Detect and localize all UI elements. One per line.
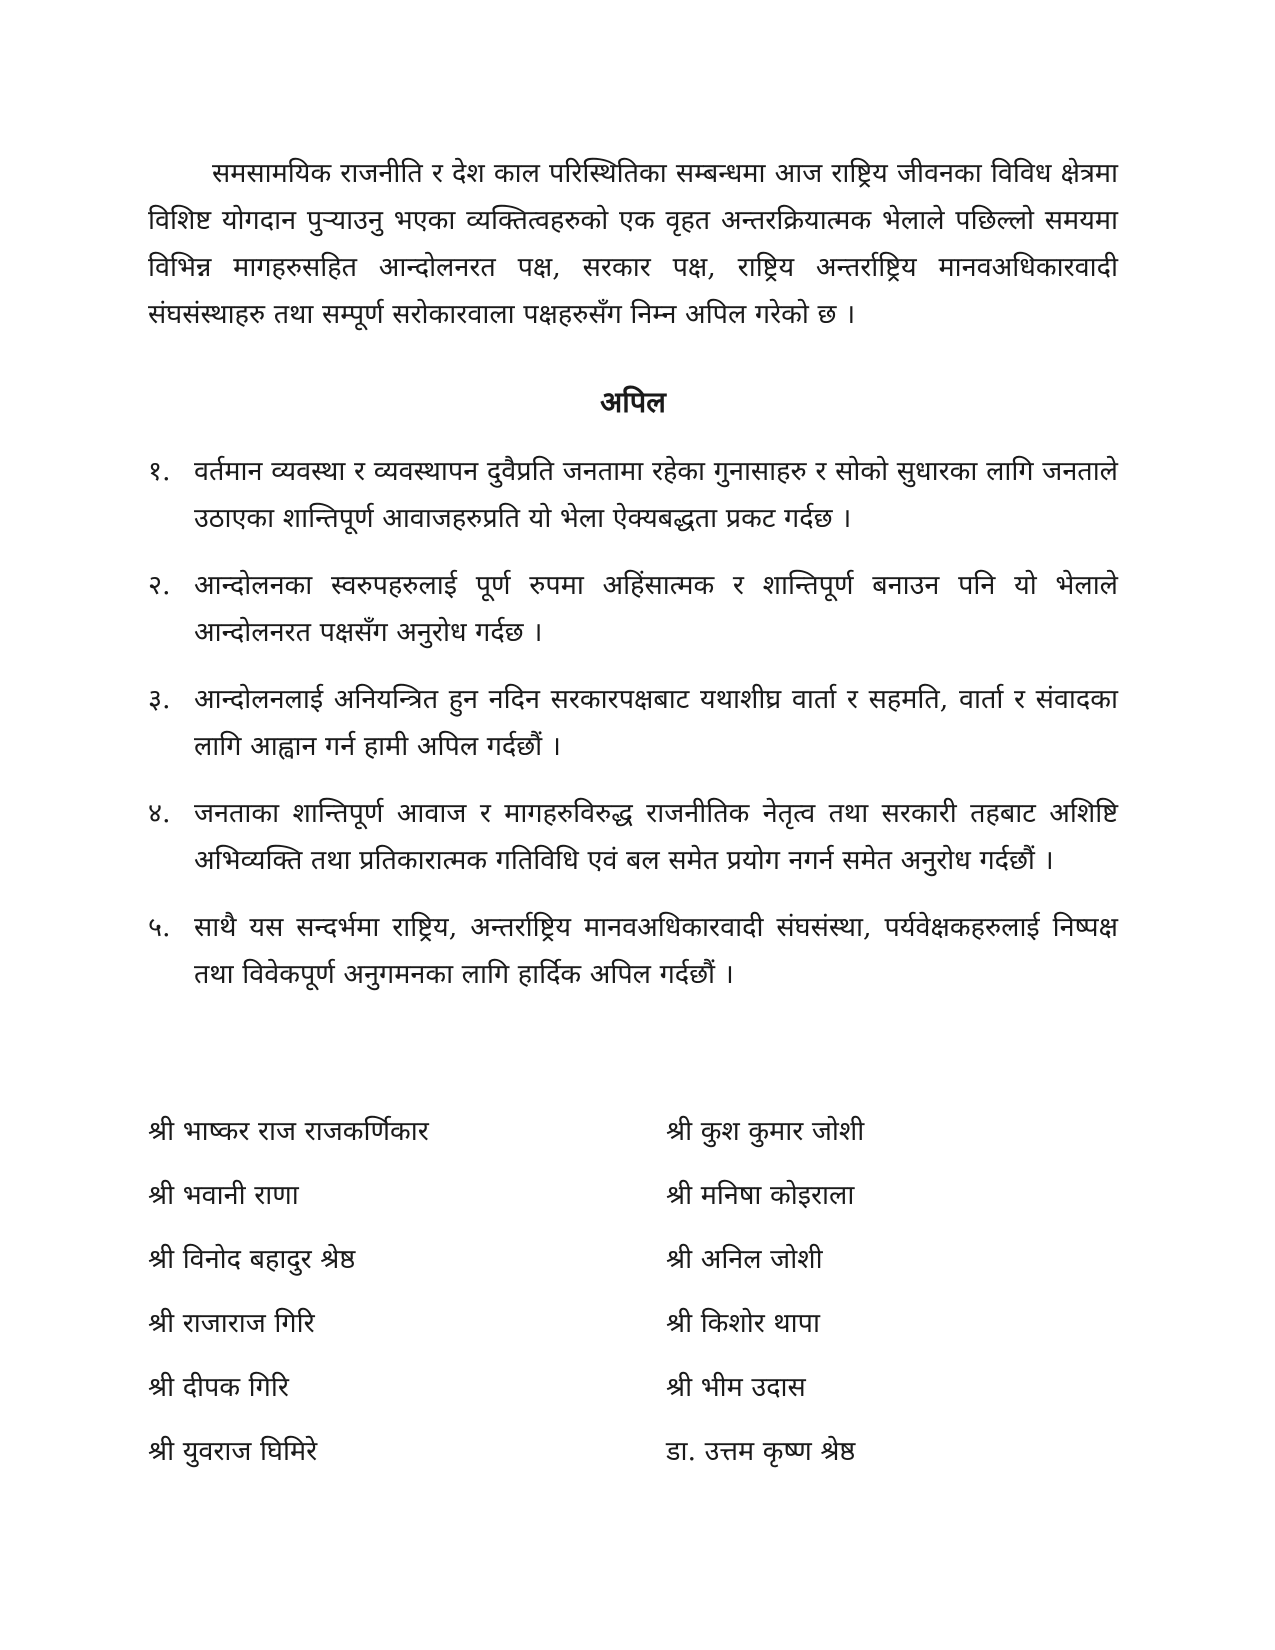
appeal-number: २. <box>148 570 171 601</box>
appeal-text: आन्दोलनका स्वरुपहरुलाई पूर्ण रुपमा अहिंसात्मक र शान्तिपूर्ण बनाउन पनि यो भेलाले आन्दोलनरत पक्षसँग अनुरोध गर्दछ । <box>194 570 1118 648</box>
section-heading: अपिल <box>600 385 666 419</box>
intro-paragraph: समसामयिक राजनीति र देश काल परिस्थितिका सम्बन्धमा आज राष्ट्रिय जीवनका विविध क्षेत्रमा विशिष्ट योगदान पुऱ्याउनु भएका व्यक्तित्वहरुको एक वृहत अन्तरक्रियात्मक भेलाले पछिल्लो समयमा विभिन्न मागहरुसहित आन्दोलनरत पक्ष, सरकार पक्ष, राष्ट्रिय अन्तर्राष्ट्रिय मानवअधिकारवादी संघसंस्थाहरु तथा सम्पूर्ण सरोकारवाला पक्षहरुसँग निम्न अपिल गरेको छ । <box>148 158 1118 330</box>
signatory-name: श्री अनिल जोशी <box>666 1244 823 1275</box>
appeal-item <box>148 448 1118 542</box>
appeal-number: ५. <box>148 912 171 943</box>
appeal-number: १. <box>148 456 171 487</box>
signatory-name: श्री भीम उदास <box>666 1372 806 1403</box>
appeal-text: साथै यस सन्दर्भमा राष्ट्रिय, अन्तर्राष्ट्रिय मानवअधिकारवादी संघसंस्था, पर्यवेक्षकहरुलाई निष्पक्ष तथा विवेकपूर्ण अनुगमनका लागि हार्दिक अपिल गर्दछौं । <box>194 912 1118 990</box>
signatory-name: श्री युवराज घिमिरे <box>148 1436 318 1467</box>
signatory-name: श्री भाष्कर राज राजकर्णिकार <box>148 1116 429 1147</box>
signatory-list <box>148 1110 1118 1474</box>
signatory-name: श्री मनिषा कोइराला <box>666 1180 855 1211</box>
appeal-text: वर्तमान व्यवस्था र व्यवस्थापन दुवैप्रति जनतामा रहेका गुनासाहरु र सोको सुधारका लागि जनताले उठाएका शान्तिपूर्ण आवाजहरुप्रति यो भेला ऐक्यबद्धता प्रकट गर्दछ । <box>194 456 1118 534</box>
appeal-item <box>148 676 1118 770</box>
appeal-item <box>148 904 1118 998</box>
signatory-name: डा. उत्तम कृष्ण श्रेष्ठ <box>666 1436 856 1467</box>
signatory-name: श्री कुश कुमार जोशी <box>666 1116 865 1147</box>
appeal-item <box>148 562 1118 656</box>
document-body <box>148 150 1118 1018</box>
appeal-number: ३. <box>148 684 171 715</box>
appeal-text: आन्दोलनलाई अनियन्त्रित हुन नदिन सरकारपक्षबाट यथाशीघ्र वार्ता र सहमति, वार्ता र संवादका लागि आह्वान गर्न हामी अपिल गर्दछौं । <box>194 684 1118 762</box>
appeal-list <box>148 448 1118 998</box>
signatory-name: श्री भवानी राणा <box>148 1180 299 1211</box>
signatory-name: श्री दीपक गिरि <box>148 1372 289 1403</box>
appeal-item <box>148 790 1118 884</box>
appeal-number: ४. <box>148 798 171 829</box>
signatory-name: श्री राजाराज गिरि <box>148 1308 315 1339</box>
signatory-name: श्री किशोर थापा <box>666 1308 820 1339</box>
signatory-name: श्री विनोद बहादुर श्रेष्ठ <box>148 1244 356 1275</box>
appeal-text: जनताका शान्तिपूर्ण आवाज र मागहरुविरुद्ध राजनीतिक नेतृत्व तथा सरकारी तहबाट अशिष्टि अभिव्यक्ति तथा प्रतिकारात्मक गतिविधि एवं बल समेत प्रयोग नगर्न समेत अनुरोध गर्दछौं । <box>194 798 1118 876</box>
